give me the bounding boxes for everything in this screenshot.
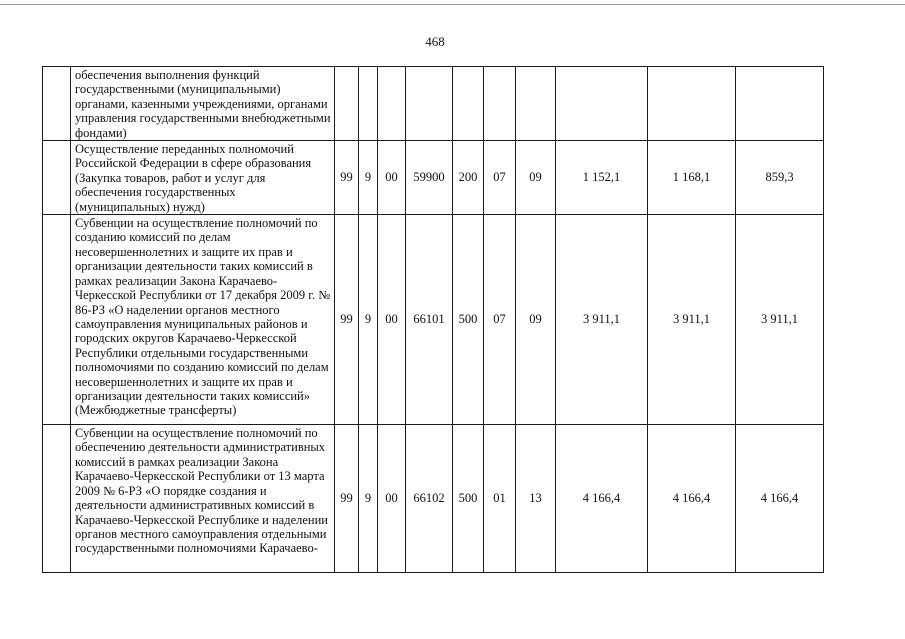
- code-cell: 59900: [406, 141, 453, 215]
- code-cell: [359, 67, 378, 141]
- code-cell: [484, 67, 516, 141]
- code-cell: 01: [484, 425, 516, 573]
- amount-cell: 1 152,1: [556, 141, 648, 215]
- table-row: [43, 215, 824, 425]
- amount-cell: 4 166,4: [736, 425, 824, 573]
- code-cell: 07: [484, 215, 516, 425]
- code-cell: [453, 67, 484, 141]
- code-cell: 00: [378, 141, 406, 215]
- amount-cell: 3 911,1: [736, 215, 824, 425]
- amount-cell: [648, 67, 736, 141]
- code-cell: 500: [453, 215, 484, 425]
- amount-cell: 4 166,4: [556, 425, 648, 573]
- table-row: [43, 425, 824, 573]
- code-cell: 500: [453, 425, 484, 573]
- index-cell: [43, 141, 71, 215]
- code-cell: 9: [359, 141, 378, 215]
- table-row: [43, 67, 824, 141]
- code-cell: 09: [516, 215, 556, 425]
- amount-cell: 3 911,1: [556, 215, 648, 425]
- page-number: 468: [425, 34, 445, 49]
- amount-cell: [736, 67, 824, 141]
- amount-cell: [556, 67, 648, 141]
- amount-cell: 4 166,4: [648, 425, 736, 573]
- code-cell: [378, 67, 406, 141]
- description-cell: Осуществление переданных полномочий Российской Федерации в сфере образования (Закупка товаров, работ и услуг для обеспечения государственных (муниципальных) нужд): [71, 141, 335, 215]
- amount-cell: 3 911,1: [648, 215, 736, 425]
- description-cell: Субвенции на осуществление полномочий по обеспечению деятельности административных комиссий в рамках реализации Закона Карачаево-Черкесской Республики от 13 марта 2009 № 6-РЗ «О порядке создания и деятельности административных комиссий в Карачаево-Черкесской Республике и наделении органов местного самоуправления отдельными государственными полномочиями Карачаево-: [71, 425, 335, 573]
- code-cell: 9: [359, 215, 378, 425]
- code-cell: 00: [378, 215, 406, 425]
- code-cell: 99: [335, 215, 359, 425]
- description-cell: Субвенции на осуществление полномочий по созданию комиссий по делам несовершеннолетних и защите их прав и организации деятельности таких комиссий в рамках реализации Закона Карачаево-Черкесской Республики от 17 декабря 2009 г. № 86-РЗ «О наделении органов местного самоуправления муниципальных районов и городских округов Карачаево-Черкесской Республики отдельными государственными полномочиями по созданию комиссий по делам несовершеннолетних и защите их прав и организации деятельности таких комиссий» (Межбюджетные трансферты): [71, 215, 335, 425]
- budget-table: [42, 66, 824, 573]
- code-cell: 09: [516, 141, 556, 215]
- amount-cell: 1 168,1: [648, 141, 736, 215]
- code-cell: 66101: [406, 215, 453, 425]
- code-cell: 66102: [406, 425, 453, 573]
- code-cell: 200: [453, 141, 484, 215]
- top-scan-rule: [0, 4, 905, 5]
- code-cell: [335, 67, 359, 141]
- index-cell: [43, 215, 71, 425]
- code-cell: 99: [335, 141, 359, 215]
- index-cell: [43, 67, 71, 141]
- code-cell: 07: [484, 141, 516, 215]
- code-cell: 13: [516, 425, 556, 573]
- code-cell: 9: [359, 425, 378, 573]
- index-cell: [43, 425, 71, 573]
- code-cell: 00: [378, 425, 406, 573]
- amount-cell: 859,3: [736, 141, 824, 215]
- description-cell: обеспечения выполнения функций государственными (муниципальными) органами, казенными учреждениями, органами управления государственными внебюджетными фондами): [71, 67, 335, 141]
- code-cell: 99: [335, 425, 359, 573]
- code-cell: [406, 67, 453, 141]
- code-cell: [516, 67, 556, 141]
- table-row: [43, 141, 824, 215]
